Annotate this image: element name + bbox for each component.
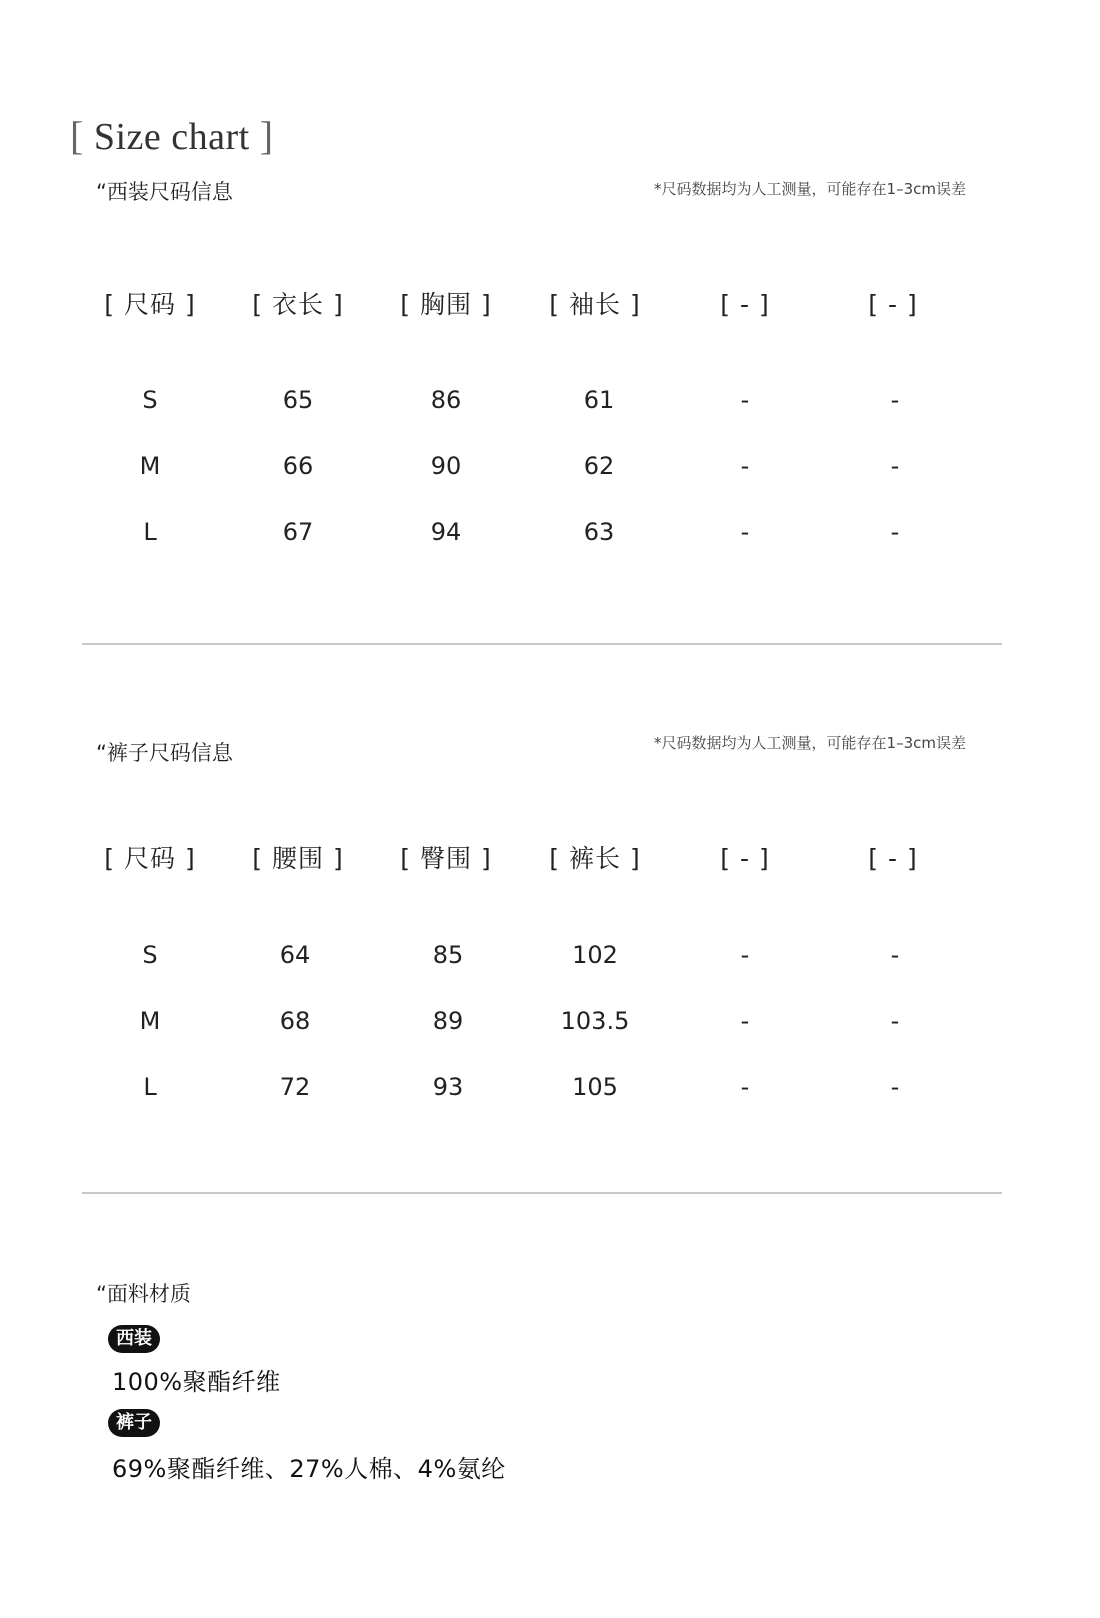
value-cell: 105 — [572, 1073, 618, 1101]
title-text: Size chart — [93, 116, 250, 158]
suit-col-size: [ 尺码 ] — [104, 290, 196, 319]
suit-section-heading: “西装尺码信息 — [96, 180, 233, 204]
suit-col-sleeve: [ 袖长 ] — [549, 290, 641, 319]
pants-material-badge: 裤子 — [108, 1409, 160, 1437]
suit-measurement-note: *尺码数据均为人工测量，可能存在1–3cm误差 — [654, 180, 966, 198]
value-cell: 102 — [572, 941, 618, 969]
pants-section-heading: “裤子尺码信息 — [96, 741, 233, 765]
value-cell: 61 — [583, 386, 615, 414]
value-cell: 72 — [279, 1073, 311, 1101]
suit-table-header — [0, 285, 1100, 325]
value-cell: 93 — [432, 1073, 464, 1101]
value-cell: 67 — [282, 518, 314, 546]
table-row — [0, 1001, 1100, 1041]
pants-col-size: [ 尺码 ] — [104, 844, 196, 873]
value-cell: - — [890, 941, 900, 969]
value-cell: 68 — [279, 1007, 311, 1035]
pants-col-hip: [ 臀围 ] — [400, 844, 492, 873]
table-row — [0, 380, 1100, 420]
value-cell: - — [740, 941, 750, 969]
value-cell: 62 — [583, 452, 615, 480]
size-cell: S — [142, 941, 158, 969]
suit-material-text: 100%聚酯纤维 — [112, 1368, 281, 1396]
pants-table-header — [0, 839, 1100, 879]
value-cell: 66 — [282, 452, 314, 480]
table-row — [0, 935, 1100, 975]
value-cell: - — [890, 1073, 900, 1101]
value-cell: - — [740, 1073, 750, 1101]
size-cell: L — [143, 1073, 157, 1101]
value-cell: 86 — [430, 386, 462, 414]
material-section-heading: “面料材质 — [96, 1282, 191, 1306]
section-divider — [82, 643, 1002, 645]
pants-col-blank-1: [ - ] — [720, 844, 770, 873]
pants-col-waist: [ 腰围 ] — [252, 844, 344, 873]
value-cell: 85 — [432, 941, 464, 969]
suit-material-badge: 西装 — [108, 1325, 160, 1353]
table-row — [0, 1067, 1100, 1107]
title-open-bracket: [ — [70, 113, 84, 158]
table-row — [0, 446, 1100, 486]
suit-col-length: [ 衣长 ] — [252, 290, 344, 319]
value-cell: - — [890, 518, 900, 546]
section-divider — [82, 1192, 1002, 1194]
value-cell: - — [740, 518, 750, 546]
value-cell: 103.5 — [560, 1007, 630, 1035]
pants-material-text: 69%聚酯纤维、27%人棉、4%氨纶 — [112, 1455, 506, 1483]
value-cell: 90 — [430, 452, 462, 480]
value-cell: 64 — [279, 941, 311, 969]
value-cell: - — [740, 452, 750, 480]
value-cell: - — [740, 386, 750, 414]
pants-measurement-note: *尺码数据均为人工测量，可能存在1–3cm误差 — [654, 734, 966, 752]
value-cell: 89 — [432, 1007, 464, 1035]
size-cell: S — [142, 386, 158, 414]
suit-col-blank-1: [ - ] — [720, 290, 770, 319]
suit-col-chest: [ 胸围 ] — [400, 290, 492, 319]
value-cell: - — [890, 1007, 900, 1035]
value-cell: - — [890, 452, 900, 480]
value-cell: 65 — [282, 386, 314, 414]
title-close-bracket: ] — [259, 113, 274, 158]
value-cell: 63 — [583, 518, 615, 546]
value-cell: - — [890, 386, 900, 414]
value-cell: - — [740, 1007, 750, 1035]
value-cell: 94 — [430, 518, 462, 546]
pants-col-blank-2: [ - ] — [868, 844, 918, 873]
size-cell: L — [143, 518, 157, 546]
pants-col-length: [ 裤长 ] — [549, 844, 641, 873]
size-cell: M — [139, 1007, 161, 1035]
page-title — [70, 112, 274, 159]
size-cell: M — [139, 452, 161, 480]
table-row — [0, 512, 1100, 552]
suit-col-blank-2: [ - ] — [868, 290, 918, 319]
